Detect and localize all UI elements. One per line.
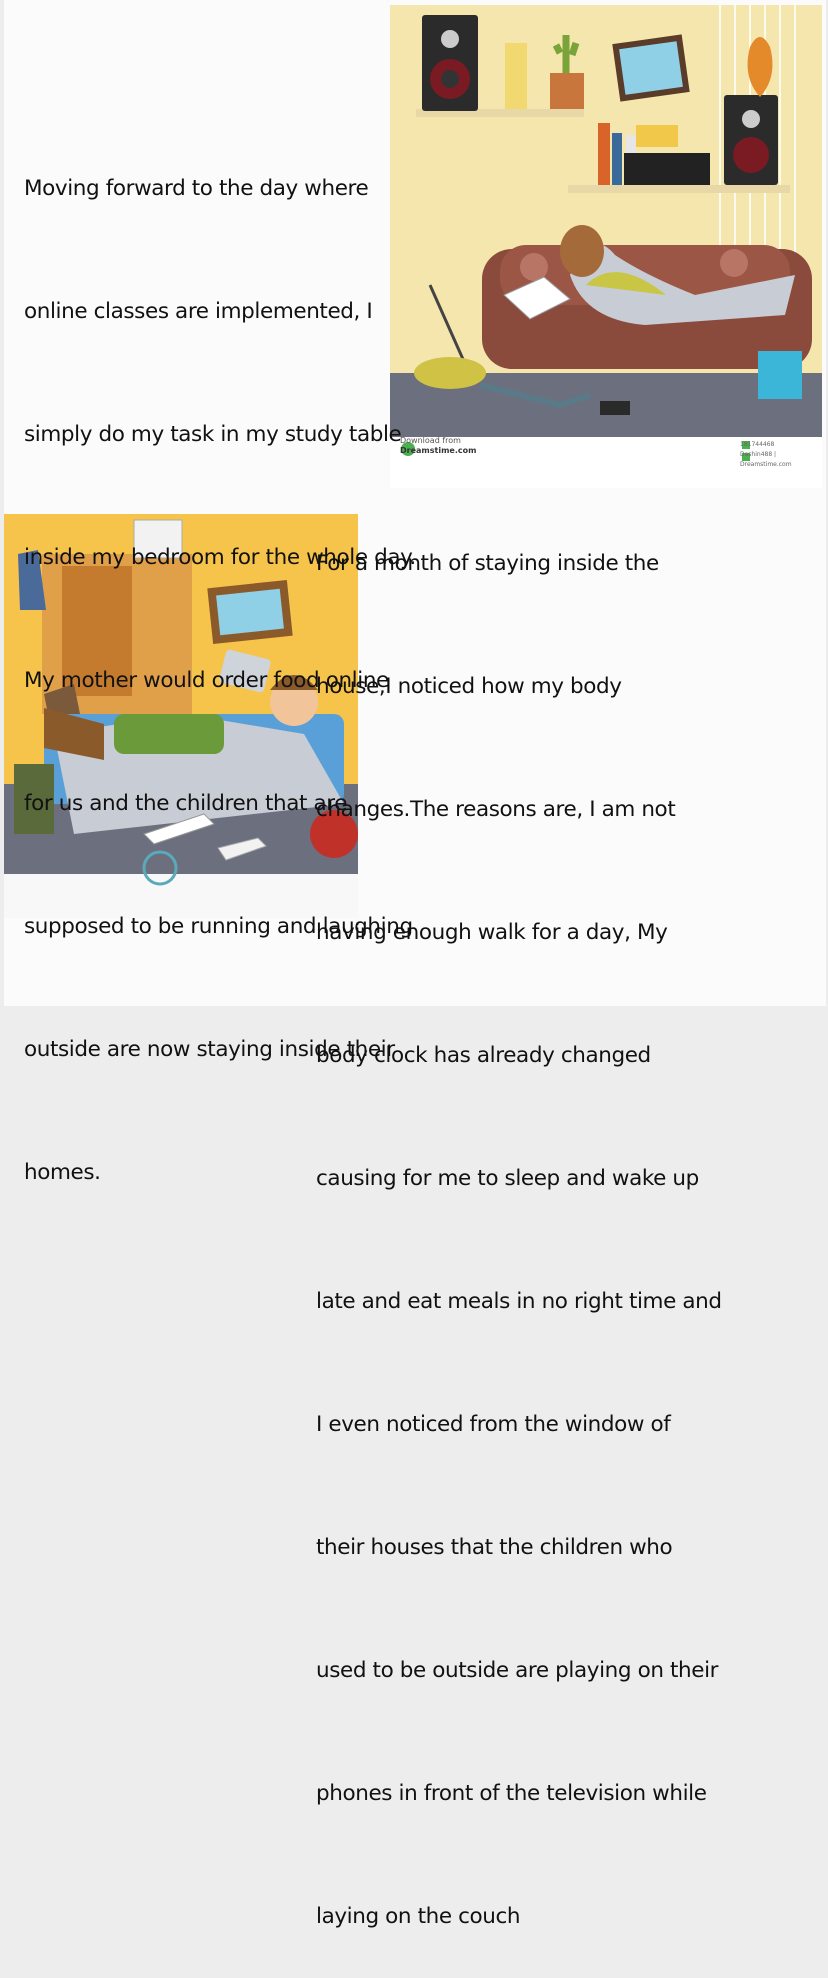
watermark-line1: Download from [400,436,461,445]
line: phones in front of the television while [316,1781,707,1806]
paragraph-body-changes [316,461,722,1978]
watermark-author: Dashin488 | Dreamstime.com [740,451,792,468]
line: simply do my task in my study table [24,422,402,447]
line: their houses that the children who [316,1535,673,1560]
line: laying on the couch [316,1904,521,1929]
line: inside my bedroom for the whole day. [24,545,416,570]
line: online classes are implemented, I [24,299,373,324]
line: used to be outside are playing on their [316,1658,719,1683]
line: house,I noticed how my body [316,674,622,699]
line: causing for me to sleep and wake up [316,1166,699,1191]
line: having enough walk for a day, My [316,920,668,945]
line: late and eat meals in no right time and [316,1289,722,1314]
line: My mother would order food online [24,668,389,693]
line: body clock has already changed [316,1043,651,1068]
line: supposed to be running and laughing [24,914,413,939]
line: for us and the children that are [24,791,348,816]
line: For a month of staying inside the [316,551,659,576]
line: Moving forward to the day where [24,176,369,201]
woman-reading-illustration [390,5,822,488]
line: I even noticed from the window of [316,1412,671,1437]
line: changes.The reasons are, I am not [316,797,676,822]
line: outside are now staying inside their [24,1037,395,1062]
watermark-line2: Dreamstime.com [400,446,477,455]
watermark-credit-right [740,440,828,470]
line: homes. [24,1160,101,1185]
watermark-id: 181744468 [740,441,775,448]
